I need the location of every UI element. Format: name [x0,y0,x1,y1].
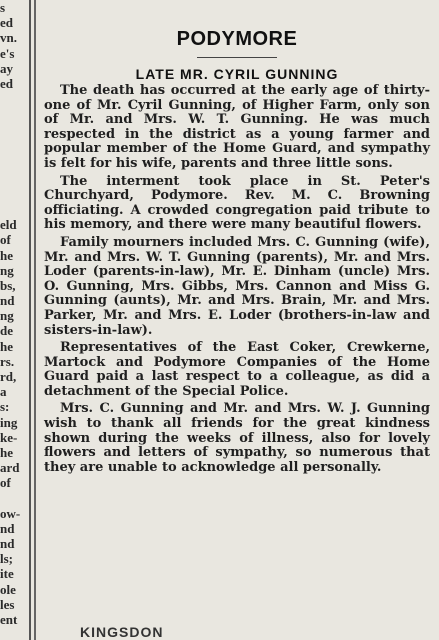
fragment: bs, [0,277,16,293]
fragment: vn. [0,30,17,46]
fragment: ole [0,581,16,597]
fragment: ing [0,414,18,430]
fragment: rd, [0,369,17,384]
fragment: s [0,0,6,15]
fragment: of [0,232,11,248]
fragment: ed [0,15,13,31]
fragment: ow- [0,505,21,521]
fragment: ite [0,566,14,582]
fragment: he [0,247,13,263]
fragment: de [0,323,13,339]
fragment: ed [0,75,13,91]
article-paragraph: The interment took place in St. Peter's Churchyard, Podymore. Rev. M. C. Browning officiating. A crowded congregation paid tribute to his memory, and there were many beautiful flowers. [44,173,430,233]
fragment: nd [0,520,15,536]
heading-divider [197,57,277,58]
fragment: s: [0,399,10,415]
article-subheading: LATE MR. CYRIL GUNNING [135,66,339,82]
fragment: a [0,384,7,400]
fragment: he [0,338,13,354]
fragment: ent [0,612,18,627]
fragment: ng [0,308,14,324]
fragment [0,491,28,506]
article-heading: PODYMORE [176,28,298,50]
fragment: ay [0,60,13,76]
article-paragraph: Family mourners included Mrs. C. Gunning (wife), Mr. and Mrs. W. T. Gunning (parents), Mr. and Mrs. Loder (parents-in-law), Mr. E. Dinham (uncle) Mrs. O. Gunning, Mrs. Gibbs, Mrs. Cannon and Miss G. Gunning (aunts), Mr. and Mrs. Brain, Mr. and Mrs. Parker, Mr. and Mrs. E. Loder (brothers-in-law and sisters-in-law). [44,234,430,338]
article [44,28,430,478]
article-paragraph: Mrs. C. Gunning and Mr. and Mrs. W. J. Gunning wish to thank all friends for the great kindness shown during the weeks of illness, also for lovely flowers and letters of sympathy, so numerous that they are unable to acknowledge all personally. [44,401,430,475]
fragment: he [0,444,13,460]
article-paragraph: Representatives of the East Coker, Crewkerne, Martock and Podymore Companies of the Home Guard paid a last respect to a colleague, as did a detachment of the Special Police. [44,340,430,399]
fragment: ng [0,262,14,278]
fragment: nd [0,293,15,309]
fragment: e's [0,45,15,61]
fragment: ard [0,460,20,476]
fragment: ke- [0,429,18,445]
next-article-heading: KINGSDON [80,624,164,640]
fragment: of [0,475,11,491]
column-rule [34,0,36,640]
article-paragraph: The death has occurred at the early age of thirty-one of Mr. Cyril Gunning, of Higher Farm, only son of Mr. and Mrs. W. T. Gunning. He was much respected in the district as a young farmer and popular member of the Home Guard, and sympathy is felt for his wife, parents and three little sons. [44,83,430,171]
fragment: ls; [0,551,13,567]
adjacent-column-fragments [0,0,28,640]
fragment: eld [0,217,17,233]
fragment: nd [0,536,15,552]
column-rule [29,0,31,640]
fragment: les [0,596,15,612]
fragment: rs. [0,353,15,369]
